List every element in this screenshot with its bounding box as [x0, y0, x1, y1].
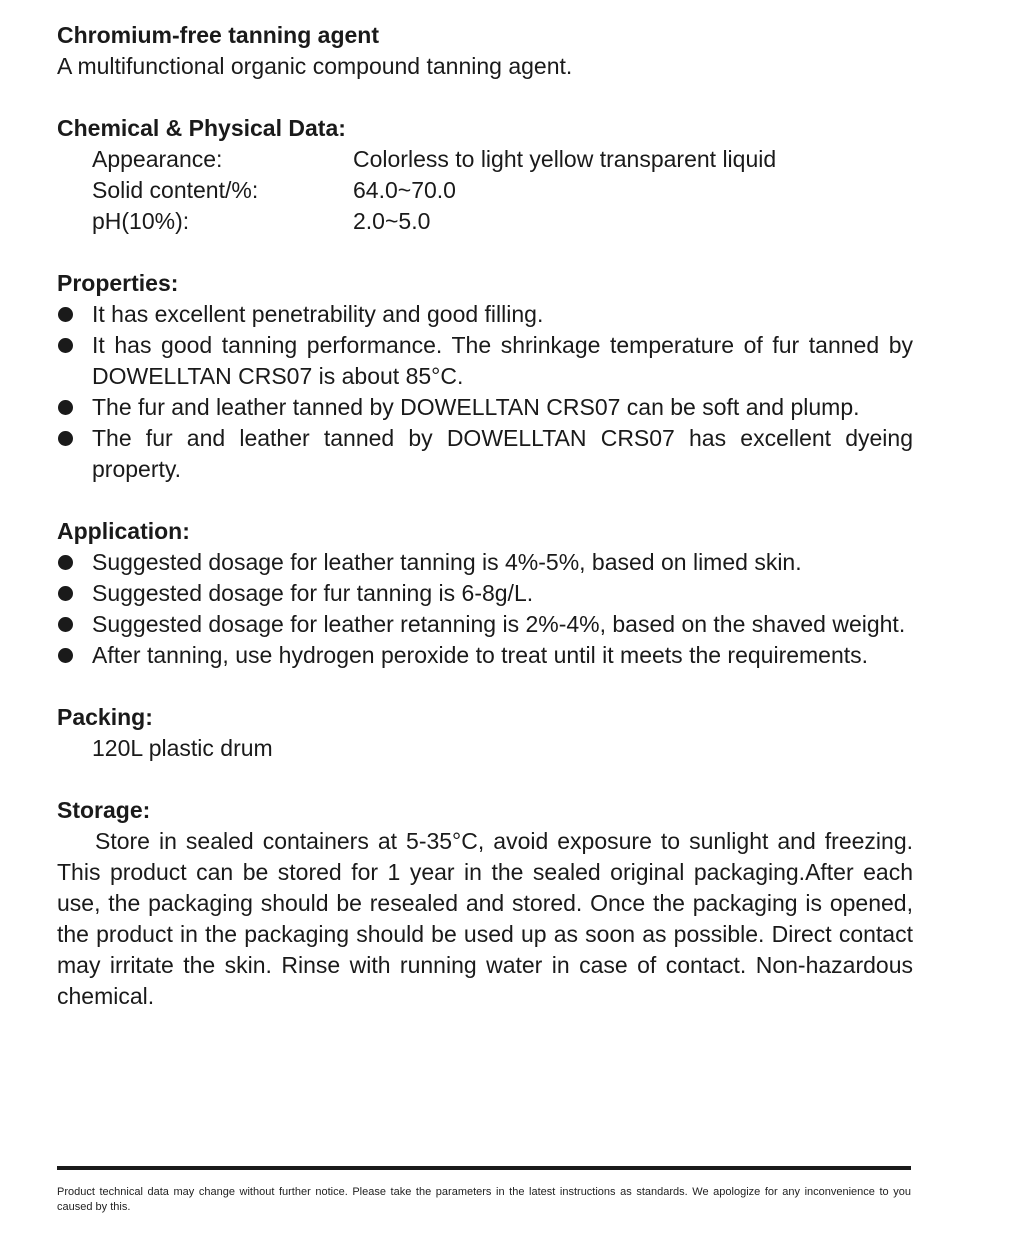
footer-divider: [57, 1166, 911, 1170]
data-value: 2.0~5.0: [353, 208, 431, 234]
data-row-appearance: [57, 144, 913, 175]
properties-heading: Properties:: [57, 270, 179, 296]
data-label: Solid content/%:: [92, 177, 259, 203]
spacer: [57, 671, 913, 702]
datasheet: [57, 20, 913, 1012]
storage-section: [57, 795, 913, 1012]
chemical-physical-heading: Chemical & Physical Data:: [57, 115, 346, 141]
list-item-text: The fur and leather tanned by DOWELLTAN CRS07 can be soft and plump.: [92, 394, 860, 420]
list-item: [57, 609, 913, 640]
product-subtitle: A multifunctional organic compound tanning agent.: [57, 53, 573, 79]
application-heading: Application:: [57, 518, 190, 544]
list-item: [57, 392, 913, 423]
data-value: 64.0~70.0: [353, 177, 456, 203]
bullet-icon: [58, 586, 73, 601]
data-row-solid-content: [57, 175, 913, 206]
bullet-icon: [58, 338, 73, 353]
packing-heading: Packing:: [57, 704, 153, 730]
bullet-icon: [58, 555, 73, 570]
list-item: [57, 547, 913, 578]
application-section: [57, 516, 913, 671]
list-item: [57, 330, 913, 392]
spacer: [57, 485, 913, 516]
list-item-text: Suggested dosage for leather tanning is 4%-5%, based on limed skin.: [92, 549, 802, 575]
bullet-icon: [58, 431, 73, 446]
properties-section: [57, 268, 913, 485]
list-item-text: Suggested dosage for fur tanning is 6-8g/L.: [92, 580, 534, 606]
bullet-icon: [58, 400, 73, 415]
packing-text: 120L plastic drum: [92, 735, 273, 761]
footer-disclaimer: Product technical data may change without further notice. Please take the parameters in the latest instructions as standards. We apologize for any inconvenience to you caused by this.: [57, 1186, 911, 1213]
application-list: [57, 547, 913, 671]
list-item-text: It has excellent penetrability and good filling.: [92, 301, 544, 327]
spacer: [57, 237, 913, 268]
bullet-icon: [58, 648, 73, 663]
chemical-physical-section: [57, 113, 913, 237]
storage-heading: Storage:: [57, 797, 151, 823]
storage-text: Store in sealed containers at 5-35°C, avoid exposure to sunlight and freezing. This product can be stored for 1 year in the sealed original packaging.After each use, the packaging should be resealed and stored. Once the packaging is opened, the product in the packaging should be used up as soon as possible. Direct contact may irritate the skin. Rinse with running water in case of contact. Non-hazardous chemical.: [57, 828, 913, 1009]
product-title: Chromium-free tanning agent: [57, 22, 380, 48]
list-item-text: It has good tanning performance. The shrinkage temperature of fur tanned by DOWELLTAN CRS07 is about 85°C.: [92, 332, 913, 389]
list-item: [57, 423, 913, 485]
data-label: Appearance:: [92, 146, 223, 172]
data-row-ph: [57, 206, 913, 237]
properties-list: [57, 299, 913, 485]
list-item: [57, 578, 913, 609]
spacer: [57, 764, 913, 795]
data-label: pH(10%):: [92, 208, 190, 234]
list-item-text: Suggested dosage for leather retanning is 2%-4%, based on the shaved weight.: [92, 611, 906, 637]
list-item-text: After tanning, use hydrogen peroxide to treat until it meets the requirements.: [92, 642, 869, 668]
bullet-icon: [58, 307, 73, 322]
list-item: [57, 299, 913, 330]
list-item-text: The fur and leather tanned by DOWELLTAN CRS07 has excellent dyeing property.: [92, 425, 913, 482]
packing-section: [57, 702, 913, 764]
spacer: [57, 82, 913, 113]
data-value: Colorless to light yellow transparent liquid: [353, 146, 777, 172]
list-item: [57, 640, 913, 671]
bullet-icon: [58, 617, 73, 632]
